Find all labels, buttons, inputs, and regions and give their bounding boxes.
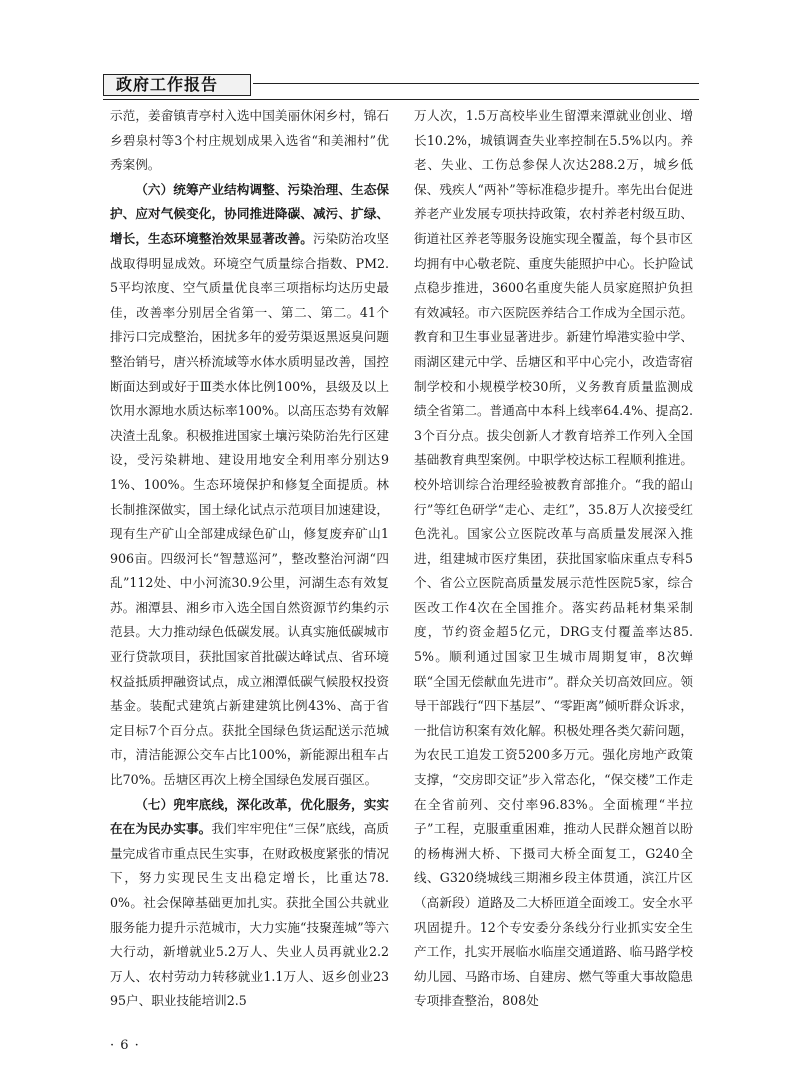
header-title-box <box>103 74 251 96</box>
paragraph-ecology <box>110 178 389 793</box>
section-heading-six: （六）统筹产业结构调整、污染治理、生态保护、应对气候变化，协同推进降碳、减污、扩绿、增长，生态环境整治效果显著改善。 <box>110 181 389 246</box>
right-column <box>414 104 693 1014</box>
paragraph-ecology-body: 污染防治攻坚战取得明显成效。环境空气质量综合指数、PM2.5平均浓度、空气质量优良率三项指标均达历史最佳，改善率分别居全省第一、第二、第二。41个排污口完成整治，困扰多年的爱劳渠返黑返臭问题整治销号，唐兴桥流域等水体水质明显改善，国控断面达到或好于Ⅲ类水体比例100%，县级及以上饮用水源地水质达标率100%。以高压态势有效解决渣土乱象。积极推进国家土壤污染防治先行区建设，受污染耕地、建设用地安全利用率分别达91%、100%。生态环境保护和修复全面提质。林长制推深做实，国土绿化试点示范项目加速建设，现有生产矿山全部建成绿色矿山，修复废弃矿山1906亩。四级河长“智慧巡河”，整改整治河湖“四乱”112处、中小河流30.9公里，河湖生态有效复苏。湘潭县、湘乡市入选全国自然资源节约集约示范县。大力推动绿色低碳发展。认真实施低碳城市亚行贷款项目，获批国家首批碳达峰试点、省环境权益抵质押融资试点，成立湘潭低碳气候股权投资基金。装配式建筑占新建建筑比例43%、高于省定目标7个百分点。获批全国绿色货运配送示范城市，清洁能源公交车占比100%，新能源出租车占比70%。岳塘区再次上榜全国绿色发展百强区。 <box>110 230 390 788</box>
header-title: 政府工作报告 <box>116 75 219 94</box>
paragraph-livelihood <box>110 793 389 1014</box>
left-column <box>110 104 389 1014</box>
header-rule <box>253 83 699 84</box>
paragraph-continuation: 示范，姜畲镇青亭村入选中国美丽休闲乡村，锦石乡碧泉村等3个村庄规划成果入选省“和美湘村”优秀案例。 <box>110 108 389 173</box>
header-underline <box>103 99 699 100</box>
paragraph-livelihood-continued: 万人次，1.5万高校毕业生留潭来潭就业创业、增长10.2%，城镇调查失业率控制在5.5%以内。养老、失业、工伤总参保人次达288.2万，城乡低保、残疾人“两补”等标准稳步提升。率先出台促进养老产业发展专项扶持政策，农村养老村级互助、街道社区养老等服务设施实现全覆盖，每个县市区均拥有中心敬老院、重度失能照护中心。长护险试点稳步推进，3600名重度失能人员家庭照护负担有效减轻。市六医院医养结合工作成为全国示范。教育和卫生事业显著进步。新建竹埠港实验中学、雨湖区建元中学、岳塘区和平中心完小，改造寄宿制学校和小规模学校30所，义务教育质量监测成绩全省第二。普通高中本科上线率64.4%、提高2.3个百分点。拔尖创新人才教育培养工作列入全国基础教育典型案例。中职学校达标工程顺利推进。校外培训综合治理经验被教育部推介。“我的韶山行”等红色研学“走心、走红”，35.8万人次接受红色洗礼。国家公立医院改革与高质量发展深入推进，组建城市医疗集团，获批国家临床重点专科5个、省公立医院高质量发展示范性医院5家，综合医改工作4次在全国推介。落实药品耗材集采制度，节约资金超5亿元，DRG支付覆盖率达85.5%。顺利通过国家卫生城市周期复审，8次蝉联“全国无偿献血先进市”。群众关切高效回应。领导干部践行“四下基层”、“零距离”倾听群众诉求，一批信访积案有效化解。积极处理各类欠薪问题，为农民工追发工资5200多万元。强化房地产政策支撑，“交房即交证”步入常态化，“保交楼”工作走在全省前列、交付率96.83%。全面梳理“半拉子”工程，克服重重困难，推动人民群众翘首以盼的杨梅洲大桥、下摄司大桥全面复工，G240全线、G320绕城线三期湘乡段主体贯通，滨江片区（高新段）道路及二大桥匝道全面竣工。安全水平巩固提升。12个专安委分条线分行业抓实安全生产工作，扎实开展临水临崖交通道路、临马路学校幼儿园、马路市场、自建房、燃气等重大事故隐患专项排查整治，808处 <box>414 108 693 1009</box>
running-header <box>103 68 699 100</box>
paragraph-livelihood-body: 我们牢牢兜住“三保”底线，高质量完成省市重点民生实事，在财政极度紧张的情况下，努力实现民生支出稳定增长，比重达78.0%。社会保障基础更加扎实。获批全国公共就业服务能力提升示范城市，大力实施“技聚莲城”等六大行动，新增就业5.2万人、失业人员再就业2.2万人、农村劳动力转移就业1.1万人、返乡创业2395户、职业技能培训2.5 <box>110 821 389 1009</box>
page-number: · 6 · <box>110 1038 140 1053</box>
section-heading-seven: （七）兜牢底线，深化改革，优化服务，实实在在为民办实事。 <box>110 796 389 837</box>
